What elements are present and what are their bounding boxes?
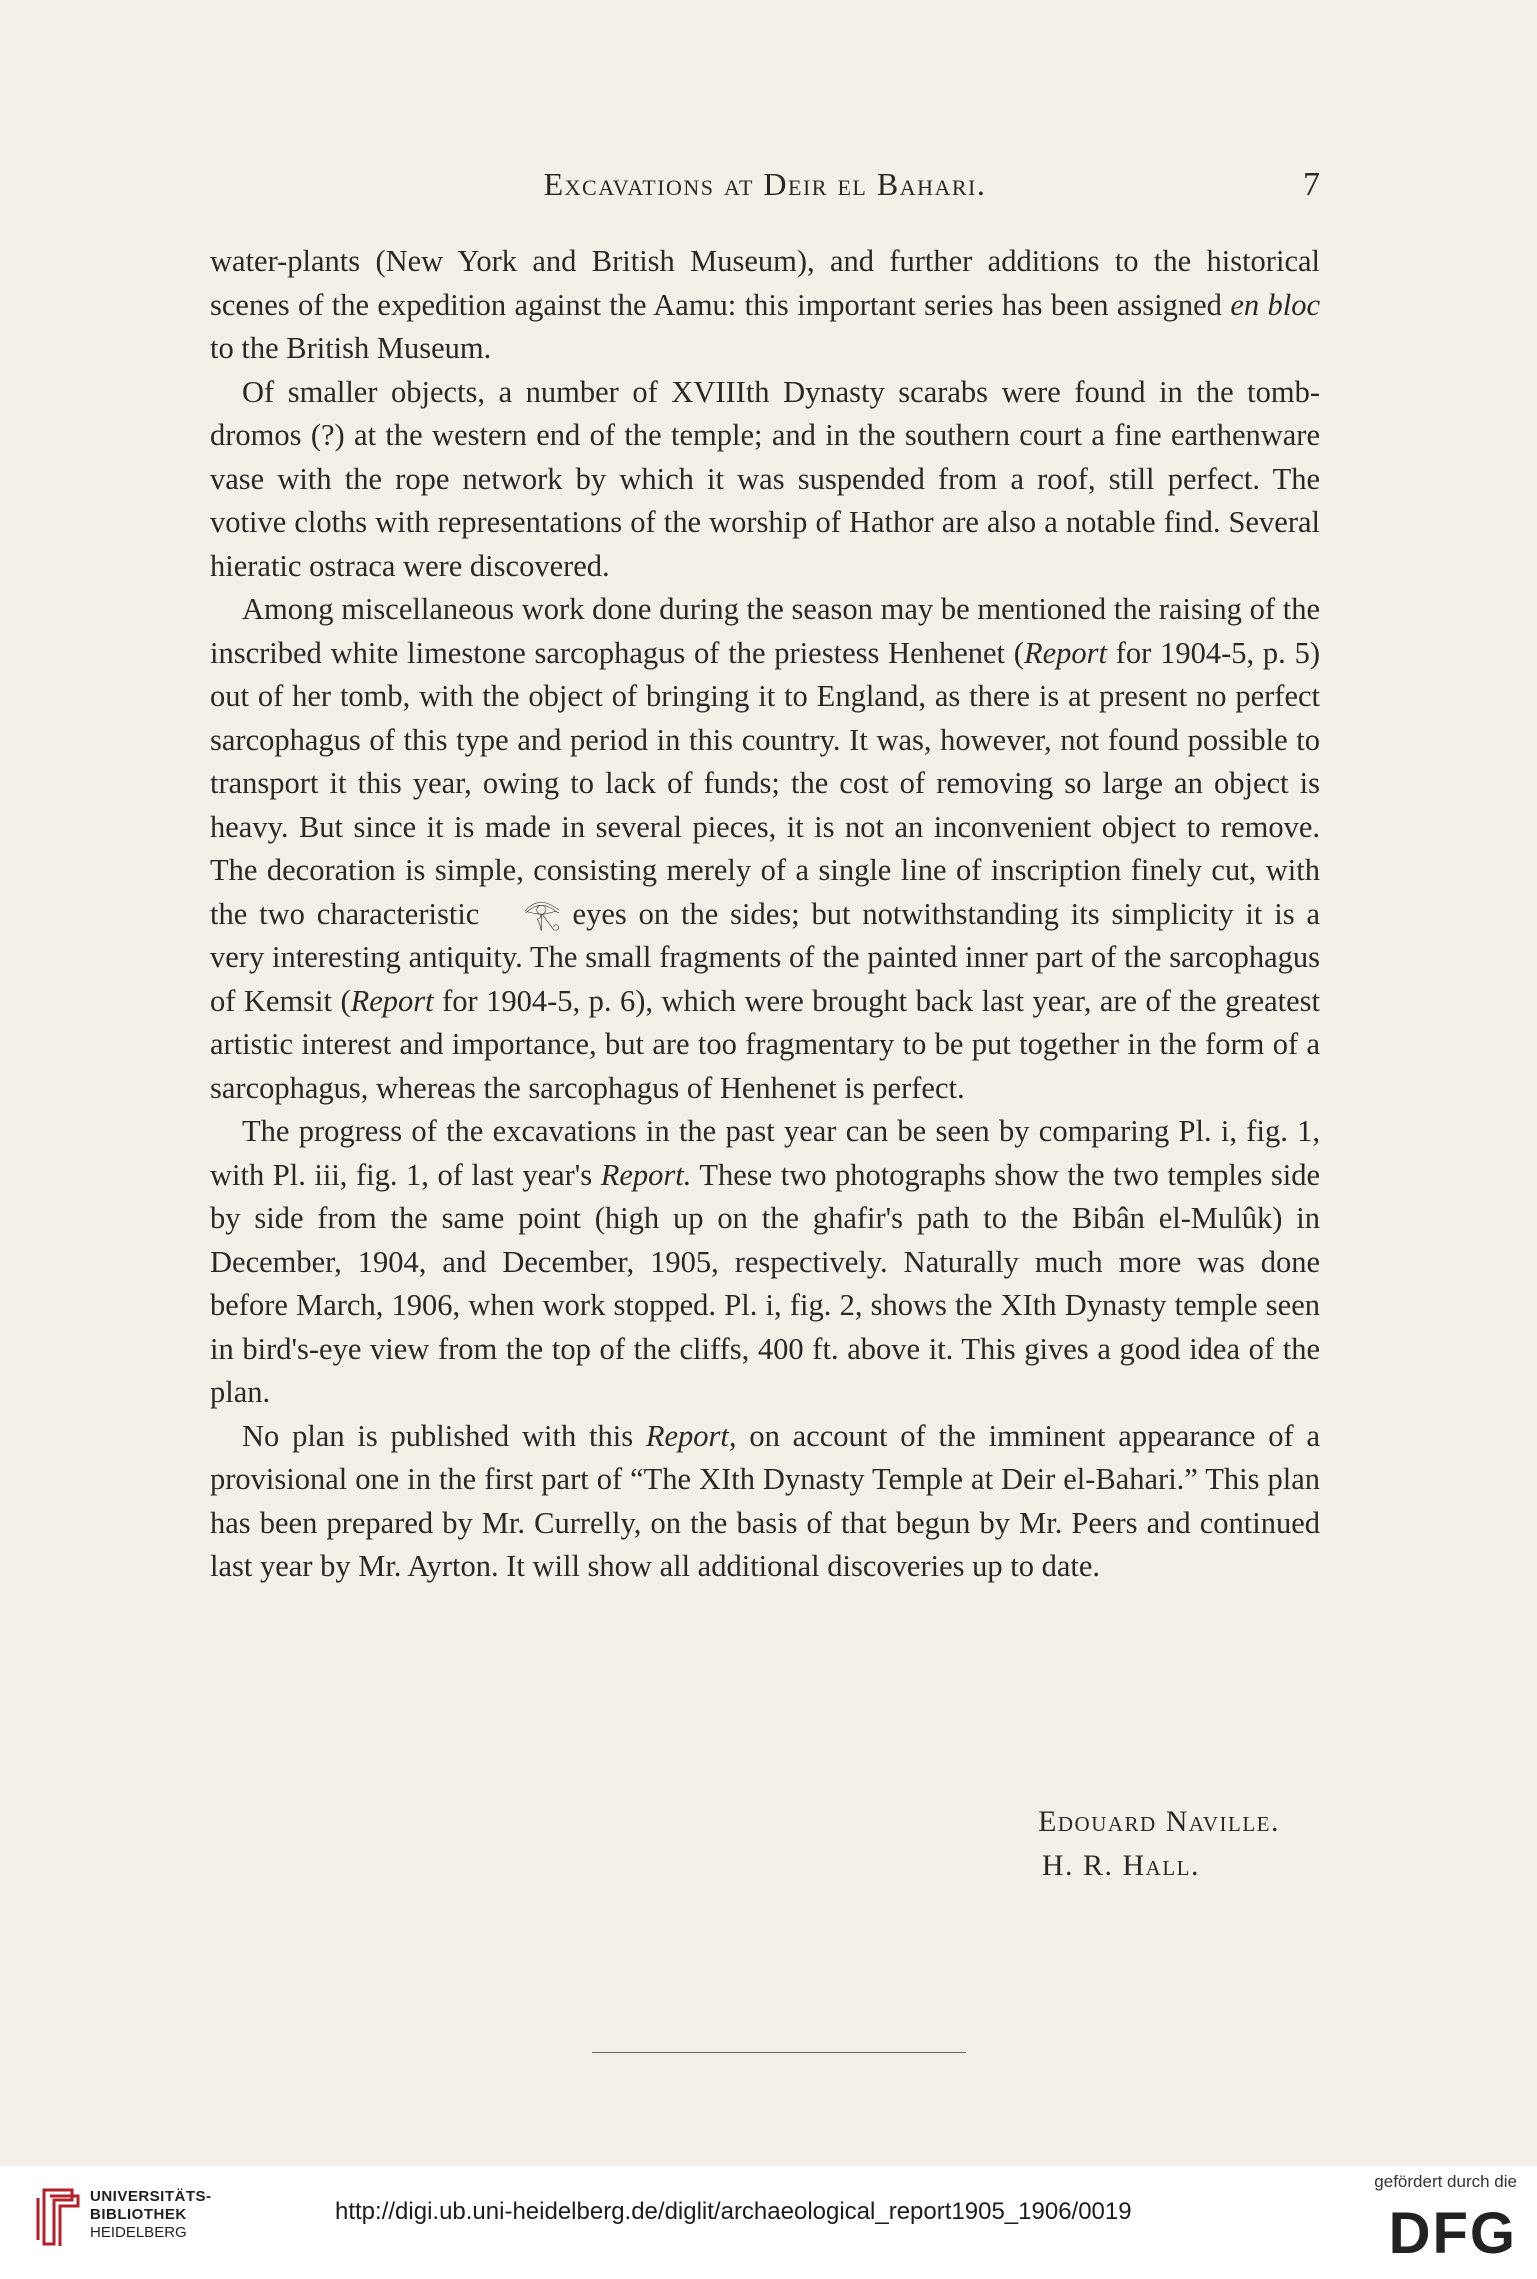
paragraph-3-italic-a: Report [1023, 635, 1107, 670]
library-logo-icon [32, 2186, 82, 2248]
signature-hall: H. R. Hall. [1041, 1849, 1200, 1882]
signatures [210, 1800, 1280, 1888]
permalink-url[interactable]: http://digi.ub.uni-heidelberg.de/diglit/archaeological_report1905_1906/0019 [335, 2198, 1132, 2225]
paragraph-4-text-a: The progress of the excavations in the past year can be seen by comparing Pl. i, fig. 1, with Pl. iii, fig. 1, of last year's [210, 1114, 1320, 1192]
paragraph-4-italic: Report. [600, 1157, 692, 1192]
paragraph-5-text-a: No plan is published with this [242, 1418, 646, 1453]
paragraph-1-italic: en bloc [1230, 287, 1320, 322]
paragraph-1 [210, 240, 1320, 371]
paragraph-3-text-d: for 1904-5, p. 6), which were brought back last year, are of the greatest artistic interest and importance, but are too fragmentary to be put together in the form of a sarcophagus, whereas the sarcophagus of Henhenet is perfect. [210, 983, 1320, 1105]
paragraph-5 [210, 1415, 1320, 1589]
funding-note: gefördert durch die [1374, 2172, 1517, 2191]
paragraph-2: Of smaller objects, a number of XVIIIth Dynasty scarabs were found in the tomb-dromos (?) at the western end of the temple; and in the southern court a fine earthenware vase with the rope network by which it was suspended from a roof, still perfect. The votive cloths with representations of the worship of Hathor are also a notable find. Several hieratic ostraca were discovered. [210, 374, 1320, 583]
paragraph-3-text-b: for 1904-5, p. 5) out of her tomb, with the object of bringing it to England, as there is at present no perfect sarcophagus of this type and period in this country. It was, however, not found possible to transport it this year, owing to lack of funds; the cost of removing so large an object is heavy. But since it is made in several pieces, it is not an inconvenient object to remove. The decoration is simple, consisting merely of a single line of inscription finely cut, with the two characteristic [210, 635, 1320, 931]
paragraph-3 [210, 588, 1320, 1110]
paragraph-3-text-a: Among miscellaneous work done during the season may be mentioned the raising of the inscribed white limestone sarcophagus of the priestess Henhenet ( [210, 592, 1320, 670]
paragraph-5-text-b: on account of the imminent appearance of a provisional one in the first part of “The XIth Dynasty Temple at Deir el-Bahari.” This plan has been prepared by Mr. Currelly, on the basis of that begun by Mr. Peers and continued last year by Mr. Ayrton. It will show all additional discoveries up to date. [210, 1418, 1320, 1583]
page-number: 7 [1303, 166, 1320, 203]
paragraph-1-text-b: to the British Museum. [210, 331, 492, 365]
paragraph-4 [210, 1110, 1320, 1415]
digitization-footer [0, 2166, 1537, 2279]
signature-naville: Edouard Naville. [1038, 1805, 1280, 1838]
paragraph-5-italic: Report, [645, 1418, 737, 1453]
end-rule [592, 2052, 966, 2053]
library-name-line-2: BIBLIOTHEK [90, 2206, 187, 2223]
paragraph-3-text-c: eyes on the sides; but notwithstanding its simplicity it is a very interesting antiquity. The small fragments of the painted inner part of the sarcophagus of Kemsit ( [210, 896, 1320, 1018]
library-name-line-3: HEIDELBERG [90, 2224, 187, 2241]
paragraph-4-text-b: These two photographs show the two temples side by side from the same point (high up on the ghafir's path to the Bibân el-Mulûk) in December, 1904, and December, 1905, respectively. Naturally much more was done before March, 1906, when work stopped. Pl. i, fig. 2, shows the XIth Dynasty temple seen in bird's-eye view from the top of the cliffs, 400 ft. above it. This gives a good idea of the plan. [210, 1157, 1320, 1409]
paragraph-1-text-a: water-plants (New York and British Museum), and further additions to the historical scenes of the expedition against the Aamu: this important series has been assigned [210, 244, 1320, 322]
library-name [90, 2188, 212, 2242]
running-head [210, 166, 1320, 206]
body-text [210, 240, 1320, 1589]
paragraph-3-italic-b: Report [350, 983, 434, 1018]
dfg-logo: DFG [1388, 2201, 1517, 2266]
running-title: Excavations at Deir el Bahari. [543, 166, 987, 202]
library-name-line-1: UNIVERSITÄTS- [90, 2188, 212, 2205]
udjat-eye-hieroglyph: 𓂀 [523, 896, 561, 932]
